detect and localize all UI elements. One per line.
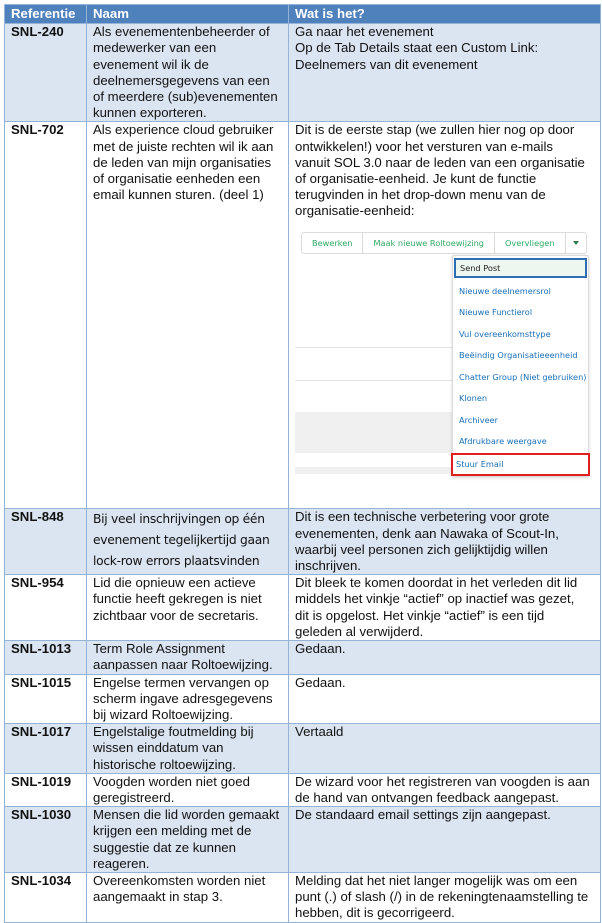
- wat-line: dit is opgelost. Het vinkje “actief” is een tijd: [295, 607, 545, 623]
- cell-naam: [87, 641, 289, 674]
- naam-line: kunnen exporteren.: [93, 105, 207, 121]
- naam-line: Engelse termen vervangen op: [93, 674, 269, 690]
- naam-line: bij wizard Roltoewijzing.: [93, 707, 233, 723]
- naam-line: geregistreerd.: [93, 790, 175, 806]
- cell-naam: [87, 674, 289, 724]
- cell-wat-is-het: [289, 807, 601, 873]
- menu-item-chatter-group-niet-gebruiken[interactable]: Chatter Group (Niet gebruiken): [459, 371, 587, 382]
- naam-line: functie heeft gekregen is niet: [93, 591, 262, 607]
- wat-line: organisatie-eenheid:: [295, 203, 415, 219]
- cell-wat-is-het: [289, 575, 601, 641]
- naam-line: reageren.: [93, 855, 150, 871]
- cell-wat-is-het: [289, 24, 601, 122]
- cell-referentie: SNL-1030: [5, 807, 87, 873]
- naam-line: medewerker van een: [93, 40, 217, 56]
- action-button-group: [301, 232, 587, 254]
- cell-referentie: SNL-240: [5, 24, 87, 122]
- cell-wat-is-het: [289, 509, 601, 575]
- naam-line: scherm ingave adresgegevens: [93, 690, 273, 706]
- cell-wat-is-het: [289, 122, 601, 509]
- wat-line: inschrijven.: [295, 558, 361, 574]
- wat-line: geleden al verwijderd.: [295, 623, 424, 639]
- naam-line: Bij veel inschrijvingen op één: [93, 512, 265, 527]
- cell-naam: [87, 575, 289, 641]
- wat-line: punt (.) of slash (/) in de rekeningtenaamstelling te: [295, 889, 589, 905]
- table-row: [5, 674, 601, 724]
- table-row: [5, 773, 601, 806]
- release-notes-table: [4, 4, 601, 923]
- cell-naam: [87, 873, 289, 923]
- naam-line: zichtbaar voor de secretaris.: [93, 607, 259, 623]
- wat-line: hebben, dit is gecorrigeerd.: [295, 905, 455, 921]
- naam-line: Als evenementenbeheerder of: [93, 24, 270, 40]
- wat-line: De wizard voor het registreren van voogden is aan: [295, 773, 590, 789]
- naam-line: Als experience cloud gebruiker: [93, 122, 274, 138]
- wat-line: Dit bleek te komen doordat in het verleden dit lid: [295, 575, 578, 591]
- cell-naam: [87, 24, 289, 122]
- wat-line: Dit is de eerste stap (we zullen hier nog op door: [295, 122, 575, 138]
- wat-line: Vertaald: [295, 724, 344, 740]
- wat-line: Melding dat het niet langer mogelijk was om een: [295, 873, 578, 889]
- cell-referentie: SNL-1015: [5, 674, 87, 724]
- wat-line: of organisatie-eenheid. Je kunt de functie: [295, 171, 537, 187]
- table-row: [5, 641, 601, 674]
- naam-line: lock-row errors plaatsvinden: [93, 554, 260, 569]
- divider: [295, 380, 475, 381]
- wat-line: ontwikkelen!) voor het versturen van e-mails: [295, 138, 553, 154]
- cell-referentie: SNL-1034: [5, 873, 87, 923]
- naam-line: evenement tegelijkertijd gaan: [93, 533, 270, 548]
- cell-wat-is-het: [289, 641, 601, 674]
- menu-item-stuur-email[interactable]: Stuur Email: [451, 453, 590, 476]
- naam-line: email kunnen sturen. (deel 1): [93, 187, 264, 203]
- naam-line: met de juiste rechten wil ik aan: [93, 138, 274, 154]
- edit-button[interactable]: Bewerken: [302, 233, 363, 253]
- naam-line: Term Role Assignment: [93, 641, 225, 657]
- naam-line: evenement wil ik de: [93, 56, 209, 72]
- naam-line: suggestie dat ze kunnen: [93, 839, 236, 855]
- table-row: [5, 122, 601, 509]
- naam-line: aanpassen naar Roltoewijzing.: [93, 657, 273, 673]
- naam-line: de leden van mijn organisaties: [93, 154, 272, 170]
- wat-line: Gedaan.: [295, 674, 346, 690]
- actions-dropdown-menu: [452, 255, 589, 477]
- transfer-button[interactable]: Overvliegen: [495, 233, 566, 253]
- cell-referentie: SNL-848: [5, 509, 87, 575]
- cell-wat-is-het: [289, 773, 601, 806]
- wat-line: middels het vinkje “actief” op inactief was gezet,: [295, 591, 575, 607]
- wat-line: Op de Tab Details staat een Custom Link:: [295, 40, 539, 56]
- wat-line: Deelnemers van dit evenement: [295, 56, 478, 72]
- cell-referentie: SNL-954: [5, 575, 87, 641]
- naam-line: Voogden worden niet goed: [93, 773, 250, 789]
- table-row: [5, 575, 601, 641]
- naam-line: deelnemersgegevens van een: [93, 72, 270, 88]
- wat-line: evenementen, denk aan Nawaka of Scout-In,: [295, 525, 559, 541]
- wat-line: Ga naar het evenement: [295, 24, 434, 40]
- menu-item-be-indig-organisatieeenheid[interactable]: Beëindig Organisatieeenheid: [459, 350, 578, 361]
- wat-line: Dit is een technische verbetering voor grote: [295, 509, 550, 525]
- cell-naam: [87, 773, 289, 806]
- cell-wat-is-het: [289, 674, 601, 724]
- cell-referentie: SNL-1013: [5, 641, 87, 674]
- embedded-screenshot: [295, 232, 591, 472]
- grey-panel: [295, 467, 475, 474]
- cell-naam: [87, 724, 289, 774]
- menu-item-nieuwe-deelnemersrol[interactable]: Nieuwe deelnemersrol: [459, 285, 551, 296]
- naam-line: Lid die opnieuw een actieve: [93, 575, 256, 591]
- naam-line: wissen einddatum van: [93, 740, 224, 756]
- wat-line: waarbij veel personen zich gelijktijdig willen: [295, 541, 548, 557]
- cell-referentie: SNL-1017: [5, 724, 87, 774]
- divider: [295, 347, 475, 348]
- wat-line: de hand van ontvangen feedback aangepast.: [295, 790, 559, 806]
- wat-line: De standaard email settings zijn aangepast.: [295, 807, 551, 823]
- table-row: [5, 509, 601, 575]
- menu-item-klonen[interactable]: Klonen: [459, 393, 488, 404]
- menu-item-nieuwe-functierol[interactable]: Nieuwe Functierol: [459, 307, 533, 318]
- cell-naam: [87, 509, 289, 575]
- naam-line: krijgen een melding met de: [93, 823, 252, 839]
- wat-line: terugvinden in het drop-down menu van de: [295, 187, 546, 203]
- header-naam: Naam: [87, 5, 289, 24]
- cell-referentie: SNL-702: [5, 122, 87, 509]
- header-wat-is-het: Wat is het?: [289, 5, 601, 24]
- table-row: [5, 24, 601, 122]
- table-row: [5, 873, 601, 923]
- cell-wat-is-het: [289, 724, 601, 774]
- naam-line: of organisatie eenheden een: [93, 171, 261, 187]
- menu-item-vul-overeenkomsttype[interactable]: Vul overeenkomsttype: [459, 328, 551, 339]
- menu-item-send-post[interactable]: Send Post: [454, 258, 587, 278]
- naam-line: Overeenkomsten worden niet: [93, 873, 266, 889]
- more-actions-button[interactable]: [566, 233, 586, 253]
- menu-item-afdrukbare-weergave[interactable]: Afdrukbare weergave: [459, 436, 547, 447]
- naam-line: Engelstalige foutmelding bij: [93, 724, 254, 740]
- menu-item-archiveer[interactable]: Archiveer: [459, 414, 499, 425]
- table-header-row: [5, 5, 601, 24]
- caret-down-icon: [573, 241, 579, 245]
- cell-naam: [87, 122, 289, 509]
- naam-line: Mensen die lid worden gemaakt: [93, 807, 280, 823]
- grey-panel: [295, 412, 475, 453]
- table-row: [5, 807, 601, 873]
- new-role-assignment-button[interactable]: Maak nieuwe Roltoewijzing: [363, 233, 495, 253]
- naam-line: aangemaakt in stap 3.: [93, 889, 223, 905]
- wat-line: vanuit SOL 3.0 naar de leden van een organisatie: [295, 154, 585, 170]
- cell-naam: [87, 807, 289, 873]
- header-referentie: Referentie: [5, 5, 87, 24]
- table-row: [5, 724, 601, 774]
- wat-line: Gedaan.: [295, 641, 346, 657]
- naam-line: of meerdere (sub)evenementen: [93, 89, 278, 105]
- naam-line: historische roltoewijzing.: [93, 756, 236, 772]
- cell-referentie: SNL-1019: [5, 773, 87, 806]
- cell-wat-is-het: [289, 873, 601, 923]
